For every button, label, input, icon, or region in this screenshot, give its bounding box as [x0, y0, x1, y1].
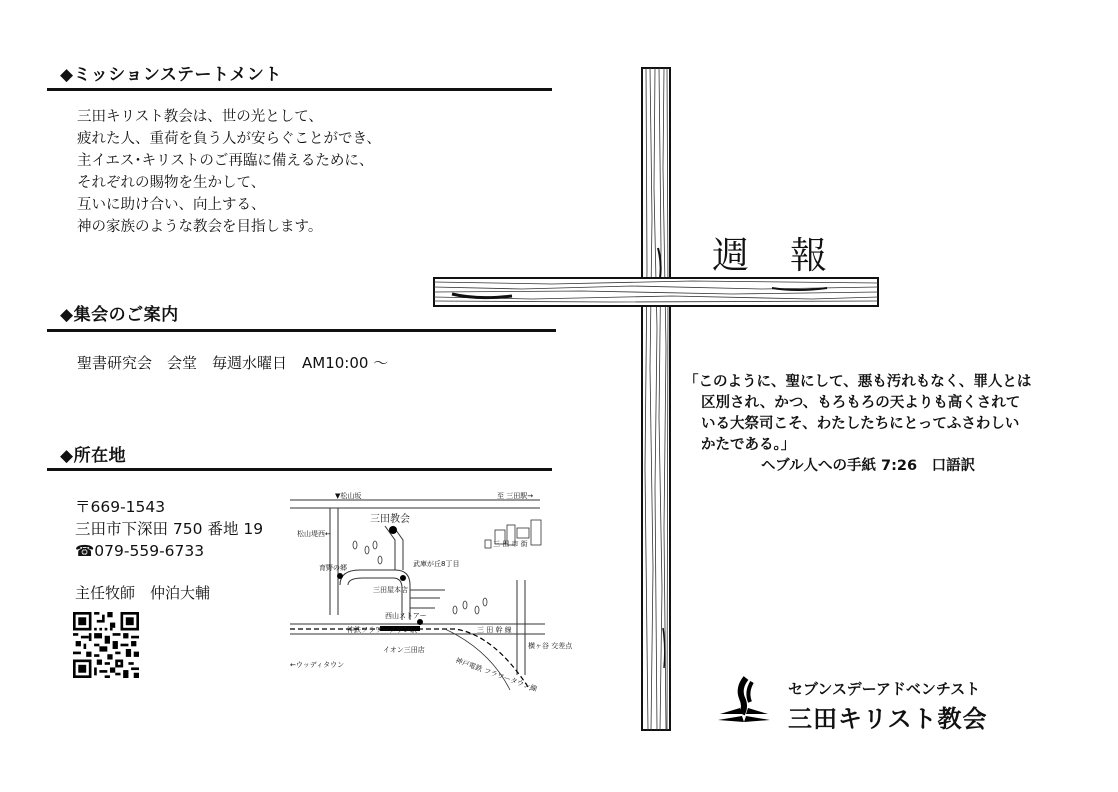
denomination-name: セブンスデーアドベンチスト — [788, 680, 981, 698]
meetings-heading: ◆集会のご案内 — [60, 305, 179, 325]
map-label: 武庫が丘8丁目 — [413, 560, 460, 568]
church-name: 三田キリスト教会 — [788, 705, 988, 733]
map-label: ←ウッディタウン — [290, 661, 345, 669]
map-label-church: 三田教会 — [370, 514, 410, 525]
postal-code: 〒669-1543 — [75, 498, 166, 516]
map-label: イオン三田店 — [383, 646, 425, 654]
map-label: 三 田 幹 線 — [477, 626, 512, 634]
map-label: ▼松山坂 — [335, 492, 362, 500]
mission-line: 神の家族のような教会を目指します。 — [77, 219, 323, 235]
map-label: 西山ストアー — [385, 612, 427, 620]
bible-verse — [684, 372, 1031, 477]
map-label: 至 三田駅→ — [497, 492, 534, 500]
mission-text — [77, 106, 381, 238]
address-block — [75, 496, 263, 562]
map-label: 三 田 市 街 — [493, 540, 528, 548]
mission-heading: ◆ミッションステートメント — [60, 65, 282, 85]
mission-line: 互いに助け合い、向上する、 — [77, 197, 266, 213]
street-address: 三田市下深田 750 番地 19 — [75, 520, 264, 538]
phone-number: ☎079-559-6733 — [75, 542, 205, 560]
pastor-name: 主任牧師 仲泊大輔 — [75, 584, 211, 602]
location-heading: ◆所在地 — [60, 446, 127, 466]
verse-line: いる大祭司こそ、わたしたちにとってふさわしい — [701, 416, 1020, 432]
bulletin-title: 週 報 — [712, 234, 829, 277]
mission-line: それぞれの賜物を生かして、 — [77, 175, 266, 191]
map-label: 神戸電鉄 フラワータウン線 — [454, 656, 539, 694]
verse-line: かたである。」 — [701, 437, 796, 453]
verse-line: 「このように、聖にして、悪も汚れもなく、罪人とは — [684, 374, 1032, 390]
map-label: 三田屋本店 — [373, 586, 408, 594]
verse-line: 区別され、かつ、もろもろの天よりも高くされて — [701, 395, 1021, 411]
map-label: 神鉄フラワータウン駅 — [347, 626, 417, 634]
meeting-info: 聖書研究会 会堂 毎週水曜日 AM10:00 ～ — [77, 354, 389, 372]
mission-line: 三田キリスト教会は、世の光として、 — [77, 109, 323, 125]
verse-citation: ヘブル人への手紙 7:26 口語訳 — [761, 458, 976, 474]
mission-line: 疲れた人、重荷を負う人が安らぐことができ、 — [77, 131, 381, 147]
qr-code[interactable] — [73, 612, 139, 678]
mission-line: 主イエス･キリストのご再臨に備えるために、 — [77, 153, 374, 169]
map-label: 松山堤西← — [297, 530, 331, 538]
map-label: 育野の郷 — [319, 564, 347, 572]
map-label: 横ヶ谷 交差点 — [528, 642, 573, 650]
adventist-logo-icon — [716, 676, 772, 724]
